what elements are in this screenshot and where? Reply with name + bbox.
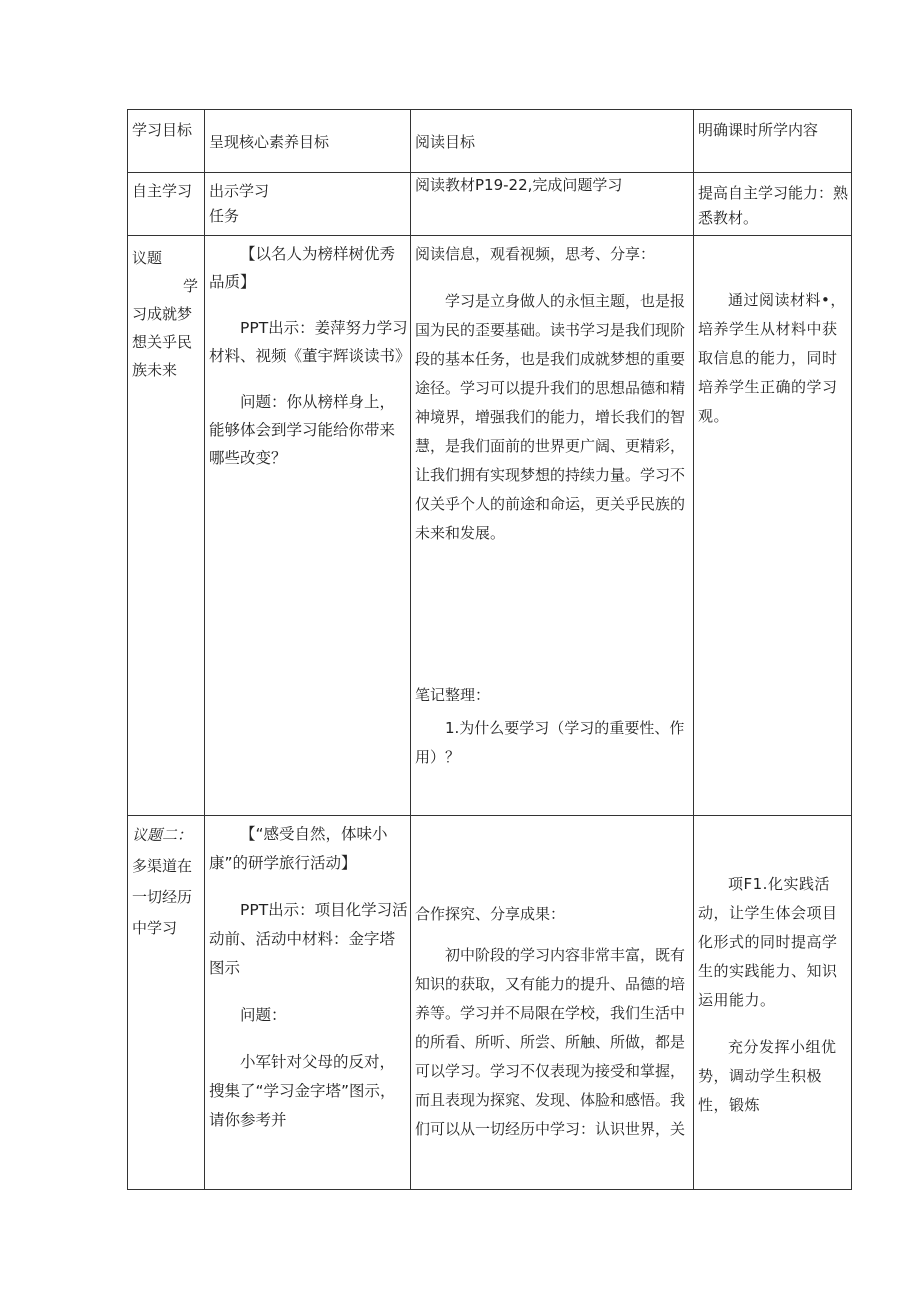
purpose-text: 通过阅读材料•，培养学生从材料中获取信息的能力，同时培养学生正确的学习观。 [698,291,846,425]
instruction-text: 阅读信息，观看视频，思考、分享： [415,245,656,263]
notes-question: 1.为什么要学习（学习的重要性、作用）？ [415,719,685,766]
topic-title: 多渠道在一切经历中学习 [132,857,193,937]
cell-topic1-materials [205,236,411,816]
cell-self-study-purpose [694,173,852,236]
cell-text: 出示学习任务 [209,182,270,225]
table-row [128,110,852,173]
topic-label: 学 [182,277,198,295]
cell-text: 阅读教材P19-22,完成问题学习 [415,176,623,194]
cell-text: 阅读目标 [415,133,476,151]
activity-title: 【以名人为榜样树优秀品质】 [209,245,396,291]
activity-title: 【“感受自然，体味小康”的研学旅行活动】 [209,825,388,872]
cell-text: 呈现核心素养目标 [209,133,330,151]
cell-text: 明确课时所学内容 [698,121,819,139]
cell-topic1-reading [411,236,694,816]
cell-self-study-task [205,173,411,236]
table-row [128,236,852,816]
topic-title: 习成就梦想关乎民族未来 [132,305,193,379]
cell-goal-core [205,110,411,173]
notes-heading: 笔记整理： [415,686,491,704]
question-text: 小军针对父母的反对，搜集了“学习金字塔”图示，请你参考并 [209,1053,396,1129]
cell-text: 学习目标 [132,121,193,139]
purpose-text: 充分发挥小组优势，调动学生积极性，锻炼 [698,1038,837,1114]
topic-label: 议题二： [132,826,193,844]
cell-topic2-purpose [694,816,852,1190]
table-row [128,173,852,236]
reading-passage: 初中阶段的学习内容非常丰富，既有知识的获取，又有能力的提升、品德的培养等。学习并不局限在学校，我们生活中的所看、所听、所尝、所触、所做，都是可以学习。学习不仅表现为接受和掌握，而且表现为探窕、发现、体脸和感悟。我们可以从一切经历中学习：认识世界，关 [415,946,686,1138]
cell-self-study-reading [411,173,694,236]
cell-goal-label [128,110,205,173]
ppt-material: PPT出示：姜萍努力学习材料、视频《董宇辉谈读书》 [209,319,411,365]
purpose-text: 项F1.化实践活动，让学生体会项目化形式的同时提高学生的实践能力、知识运用能力。 [698,875,838,1009]
cell-text: 提高自主学习能力：熟悉教材。 [698,184,849,227]
question-text: 问题： [240,1006,287,1024]
cell-goal-reading [411,110,694,173]
table-row [128,816,852,1190]
cell-topic2-materials [205,816,411,1190]
cell-self-study-label [128,173,205,236]
cell-goal-purpose [694,110,852,173]
question-text: 问题：你从榜样身上，能够体会到学习能给你带来哪些改变？ [209,393,396,467]
cell-topic1-label [128,236,205,816]
cell-topic2-reading [411,816,694,1190]
lesson-plan-table [127,109,852,1190]
cell-topic2-label [128,816,205,1190]
topic-label: 议题 [132,249,163,267]
reading-passage: 学习是立身做人的永恒主题，也是报国为民的歪要基础。读书学习是我们现阶段的基本任务，也是我们成就梦想的重要途径。学习可以提升我们的思想品德和精神境界，增强我们的能力，增长我们的智慧，是我们面前的世界更广阔、更精彩，让我们拥有实现梦想的持续力量。学习不仅关乎个人的前途和命运，更关乎民族的未来和发展。 [415,292,686,542]
ppt-material: PPT出示：项目化学习活动前、活动中材料：金字塔图示 [209,901,408,977]
cell-text: 自主学习 [132,182,193,200]
cell-topic1-purpose [694,236,852,816]
instruction-text: 合作探究、分享成果： [415,905,566,923]
